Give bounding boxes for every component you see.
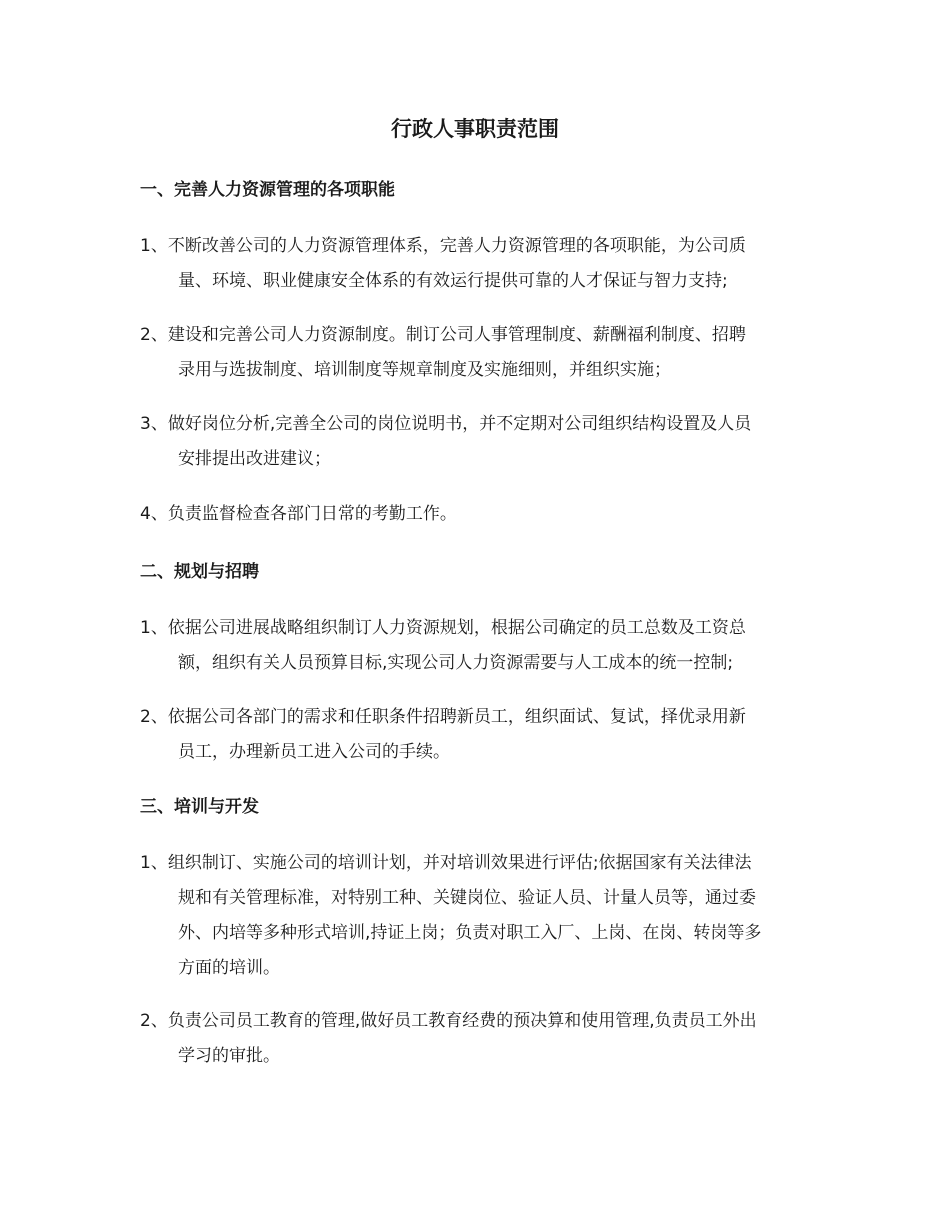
item-line: 量、环境、职业健康安全体系的有效运行提供可靠的人才保证与智力支持; (178, 271, 728, 291)
item-line: 规和有关管理标准，对特别工种、关键岗位、验证人员、计量人员等，通过委 (178, 888, 756, 908)
section-heading-2: 二、规划与招聘 (140, 562, 259, 582)
item-line: 2、建设和完善公司人力资源制度。制订公司人事管理制度、薪酬福利制度、招聘 (140, 325, 746, 345)
document-title: 行政人事职责范围 (391, 117, 559, 141)
section-3-item-1 (140, 846, 812, 986)
section-1-item-3 (140, 407, 812, 477)
section-heading-3: 三、培训与开发 (140, 797, 259, 817)
item-line: 4、负责监督检查各部门日常的考勤工作。 (140, 504, 457, 524)
item-line: 2、依据公司各部门的需求和任职条件招聘新员工，组织面试、复试，择优录用新 (140, 707, 746, 727)
item-line: 1、组织制订、实施公司的培训计划，并对培训效果进行评估;依据国家有关法律法 (140, 853, 752, 873)
section-1-item-4 (140, 497, 812, 532)
item-line: 1、依据公司进展战略组织制订人力资源规划，根据公司确定的员工总数及工资总 (140, 618, 746, 638)
item-line: 3、做好岗位分析,完善全公司的岗位说明书，并不定期对公司组织结构设置及人员 (140, 414, 752, 434)
item-line: 额，组织有关人员预算目标,实现公司人力资源需要与人工成本的统一控制; (178, 653, 734, 673)
item-line: 安排提出改进建议； (178, 449, 331, 469)
item-line: 员工，办理新员工进入公司的手续。 (178, 742, 450, 762)
section-2-item-2 (140, 700, 812, 770)
item-line: 学习的审批。 (178, 1046, 280, 1066)
item-line: 1、不断改善公司的人力资源管理体系，完善人力资源管理的各项职能，为公司质 (140, 236, 746, 256)
section-2-item-1 (140, 611, 812, 681)
item-line: 录用与选拔制度、培训制度等规章制度及实施细则，并组织实施； (178, 360, 671, 380)
item-line: 2、负责公司员工教育的管理,做好员工教育经费的预决算和使用管理,负责员工外出 (140, 1011, 757, 1031)
section-1-item-2 (140, 318, 812, 388)
item-line: 方面的培训。 (178, 958, 280, 978)
section-3-item-2 (140, 1004, 812, 1074)
section-heading-1: 一、完善人力资源管理的各项职能 (140, 180, 395, 200)
section-1-item-1 (140, 229, 812, 299)
item-line: 外、内培等多种形式培训,持证上岗；负责对职工入厂、上岗、在岗、转岗等多 (178, 923, 762, 943)
